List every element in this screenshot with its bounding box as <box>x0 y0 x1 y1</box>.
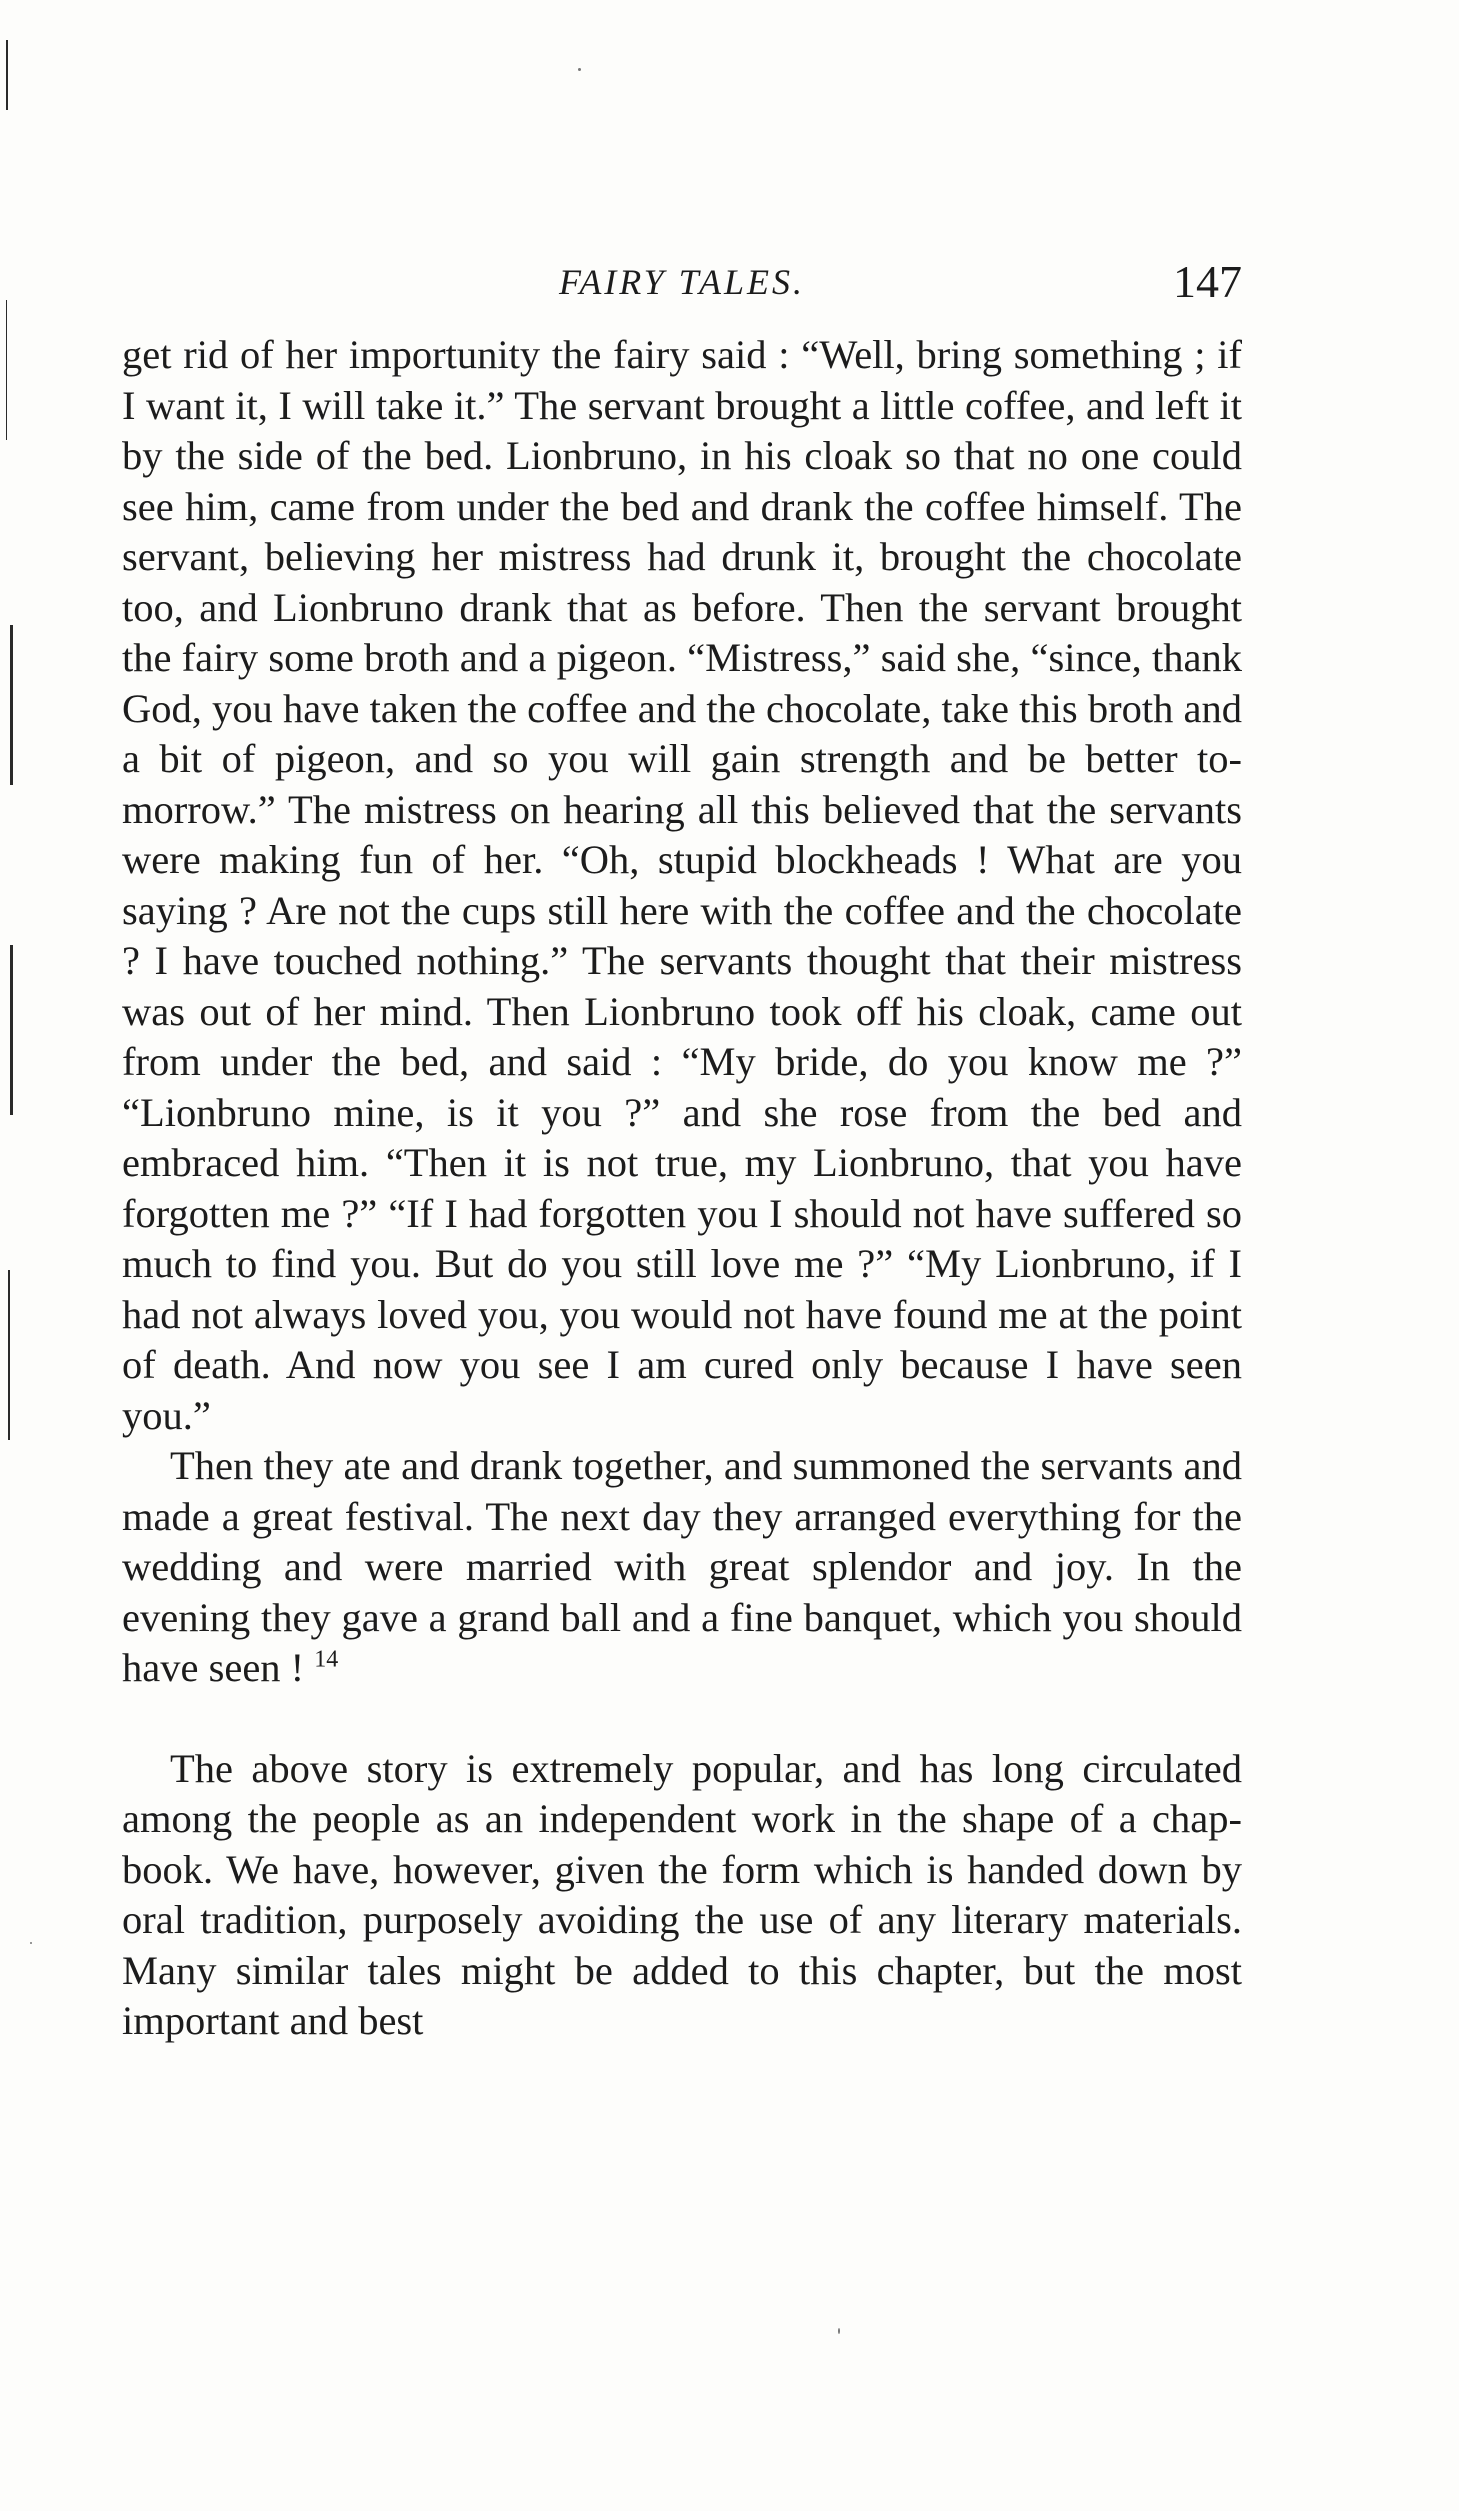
footnote-reference: 14 <box>314 1646 339 1673</box>
scan-edge-mark <box>10 945 13 1115</box>
running-header <box>122 255 1242 305</box>
page-body <box>122 330 1242 2047</box>
paragraph-2-text: Then they ate and drank together, and summoned the servants and made a great festival. The next day they arranged everything for the wedding and were married with great splendor and joy. In the evening they gave a grand ball and a fine banquet, which you should have seen ! <box>122 1443 1242 1690</box>
scan-speck <box>30 1942 32 1944</box>
scan-edge-mark <box>6 300 7 440</box>
paragraph-2 <box>122 1441 1242 1694</box>
paragraph-3 <box>122 1744 1242 2047</box>
running-title: FAIRY TALES. <box>558 262 806 302</box>
paragraph-1 <box>122 330 1242 1441</box>
scan-speck <box>578 68 581 71</box>
page-number: 147 <box>1173 256 1242 307</box>
scan-speck <box>838 2328 840 2334</box>
scan-edge-mark <box>10 625 13 785</box>
paragraph-1-text: get rid of her importunity the fairy said : “Well, bring something ; if I want it, I will take it.” The servant brought a little coffee, and left it by the side of the bed. Lionbruno, in his cloak so that no one could see him, came from under the bed and drank the coffee himself. The servant, believing her mistress had drunk it, brought the chocolate too, and Lionbruno drank that as before. Then the servant brought the fairy some broth and a pigeon. “Mistress,” said she, “since, thank God, you have taken the coffee and the chocolate, take this broth and a bit of pigeon, and so you will gain strength and be better to-morrow.” The mistress on hearing all this believed that the servants were making fun of her. “Oh, stupid blockheads ! What are you saying ? Are not the cups still here with the coffee and the chocolate ? I have touched nothing.” The servants thought that their mistress was out of her mind. Then Lionbruno took off his cloak, came out from under the bed, and said : “My bride, do you know me ?” “Lionbruno mine, is it you ?” and she rose from the bed and embraced him. “Then it is not true, my Lionbruno, that you have forgotten me ?” “If I had forgotten you I should not have suffered so much to find you. But do you still love me ?” “My Lionbruno, if I had not always loved you, you would not have found me at the point of death. And now you see I am cured only because I have seen you.” <box>122 332 1242 1438</box>
scan-edge-mark <box>8 1270 10 1440</box>
paragraph-3-text: The above story is extremely popular, and has long circulated among the people as an independent work in the shape of a chap-book. We have, however, given the form which is handed down by oral tradition, purposely avoiding the use of any literary materials. Many similar tales might be added to this chapter, but the most important and best <box>122 1745 1242 2043</box>
scan-edge-mark <box>6 40 8 110</box>
